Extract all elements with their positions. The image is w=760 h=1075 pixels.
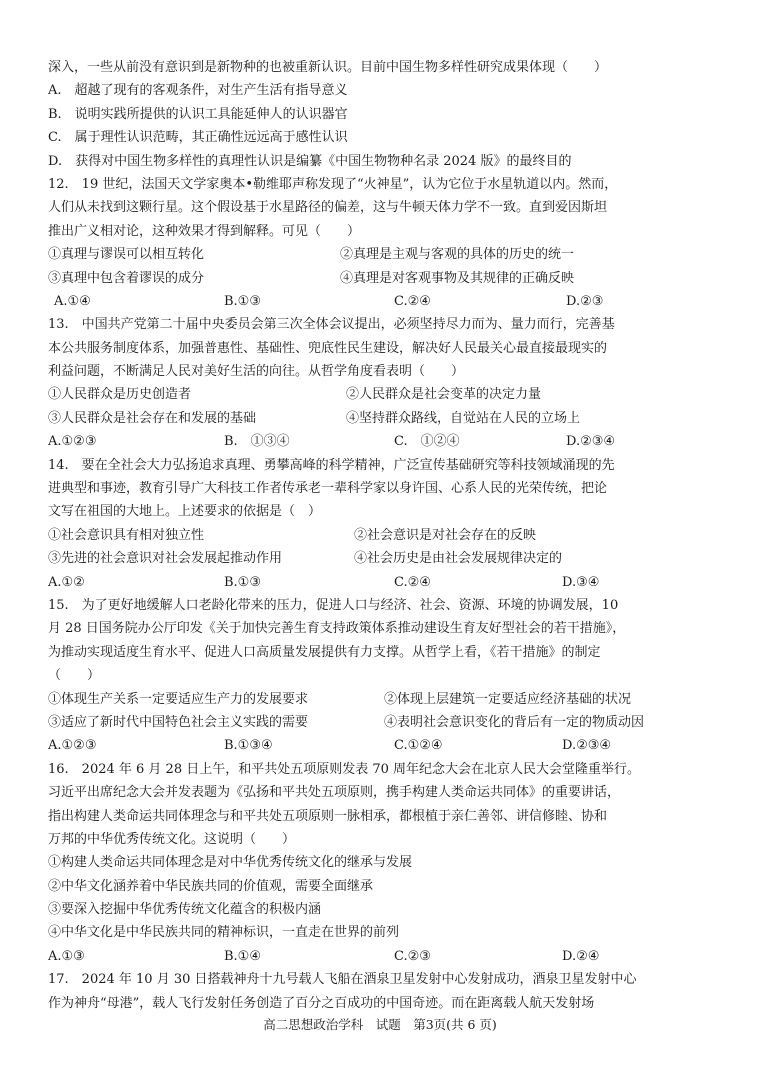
answer-choice: B.①③④: [224, 738, 273, 754]
answer-choice: A.①②: [48, 574, 85, 590]
text-line: ③要深入挖掘中华优秀传统文化蕴含的积极内涵: [48, 902, 322, 918]
text-line: ④中华文化是中华民族共同的精神标识，一直走在世界的前列: [48, 925, 400, 941]
statement-option: ②体现上层建筑一定要适应经济基础的状况: [384, 691, 632, 707]
page-footer: 高二思想政治学科 试题 第3页(共 6 页): [263, 1017, 497, 1032]
answer-choice: D.②③④: [562, 738, 612, 754]
question-content: [48, 56, 716, 1015]
text-line: 文写在祖国的大地上。上述要求的依据是（ ）: [48, 504, 322, 520]
statement-pair: [48, 711, 716, 734]
text-line: 为推动实现适度生育水平、促进人口高质量发展提供有力支撑。从哲学上看，《若干措施》的制定: [48, 644, 601, 660]
statement-pair: [48, 524, 716, 547]
statement-option: ③真理中包含着谬误的成分: [48, 270, 205, 286]
answer-options: [48, 734, 716, 757]
statement-pair: [48, 407, 716, 430]
statement-option: ①体现生产关系一定要适应生产力的发展要求: [48, 691, 309, 707]
statement-option: ①社会意识具有相对独立性: [48, 527, 205, 543]
answer-choice: B.①③: [224, 574, 261, 590]
text-line: ②中华文化涵养着中华民族共同的价值观，需要全面继承: [48, 878, 374, 894]
answer-choice: C. ①②④: [394, 434, 460, 450]
statement-option: ③人民群众是社会存在和发展的基础: [48, 410, 257, 426]
text-line: 推出广义相对论，这种效果才得到解释。可见（ ）: [48, 223, 361, 239]
statement-pair: [48, 547, 716, 570]
text-line: 作为神舟“母港”，载人飞行发射任务创造了百分之百成功的中国奇迹。而在距离载人航天发射场: [48, 995, 595, 1011]
text-line: 利益问题，不断满足人民对美好生活的向往。从哲学角度看表明（ ）: [48, 364, 465, 380]
answer-choice: C.②④: [394, 574, 431, 590]
text-line: 万邦的中华优秀传统文化。这说明（ ）: [48, 831, 296, 847]
answer-choice: A.①④: [54, 293, 91, 309]
answer-choice: A.①②③: [48, 738, 97, 754]
text-line: ①构建人类命运共同体理念是对中华优秀传统文化的继承与发展: [48, 855, 413, 871]
answer-choice: A.①③: [48, 948, 85, 964]
answer-choice: B. ①③④: [224, 434, 290, 450]
text-line: B. 说明实践所提供的认识工具能延伸人的认识器官: [48, 106, 348, 122]
answer-choice: B.①④: [224, 948, 261, 964]
text-line: 16. 2024 年 6 月 28 日上午，和平共处五项原则发表 70 周年纪念大会在北京人民大会堂隆重举行。: [48, 761, 641, 777]
answer-options: [48, 571, 716, 594]
text-line: 13. 中国共产党第二十届中央委员会第三次全体会议提出，必须坚持尽力而为、量力而行，完善基: [48, 317, 615, 333]
statement-option: ①人民群众是历史创造者: [48, 387, 192, 403]
text-line: 深入，一些从前没有意识到是新物种的也被重新认识。目前中国生物多样性研究成果体现（ ）: [48, 60, 608, 75]
statement-option: ④表明社会意识变化的背后有一定的物质动因: [384, 714, 645, 730]
text-line: 12. 19 世纪，法国天文学家奥本•勒维耶声称发现了“火神星”，认为它位于水星轨道以内。然而，: [48, 176, 618, 192]
answer-options: [48, 430, 716, 453]
answer-choice: D.②④: [562, 948, 600, 964]
text-line: 17. 2024 年 10 月 30 日搭载神舟十九号载人飞船在酒泉卫星发射中心发射成功，酒泉卫星发射中心: [48, 972, 637, 988]
answer-choice: C.②③: [394, 948, 431, 964]
statement-option: ②真理是主观与客观的具体的历史的统一: [340, 247, 575, 263]
statement-option: ①真理与谬误可以相互转化: [48, 247, 205, 263]
statement-option: ②人民群众是社会变革的决定力量: [346, 387, 542, 403]
text-line: 15. 为了更好地缓解人口老龄化带来的压力，促进人口与经济、社会、资源、环境的协调发展，10: [48, 597, 619, 613]
statement-option: ④坚持群众路线，自觉站在人民的立场上: [346, 410, 581, 426]
answer-options: [48, 945, 716, 968]
text-line: 进典型和事迹，教育引导广大科技工作者传承老一辈科学家以身许国、心系人民的光荣传统，把论: [48, 481, 608, 497]
statement-pair: [48, 688, 716, 711]
text-line: D. 获得对中国生物多样性的真理性认识是编纂《中国生物物种名录 2024 版》的最终目的: [48, 153, 572, 169]
text-line: C. 属于理性认识范畴，其正确性远远高于感性认识: [48, 130, 348, 146]
text-line: A. 超越了现有的客观条件，对生产生活有指导意义: [48, 83, 348, 99]
text-line: 指出构建人类命运共同体理念与和平共处五项原则一脉相承，都根植于亲仁善邻、讲信修睦、协和: [48, 808, 608, 824]
answer-choice: D.②③: [566, 293, 604, 309]
answer-choice: A.①②③: [48, 434, 97, 450]
statement-option: ④真理是对客观事物及其规律的正确反映: [340, 270, 575, 286]
statement-option: ②社会意识是对社会存在的反映: [354, 527, 537, 543]
text-line: 月 28 日国务院办公厅印发《关于加快完善生育支持政策体系推动建设生育友好型社会的若干措施》，: [48, 621, 626, 637]
text-line: （ ）: [48, 668, 101, 684]
answer-choice: C.①②④: [394, 738, 443, 754]
text-line: 本公共服务制度体系，加强普惠性、基础性、兜底性民生建设，解决好人民最关心最直接最现实的: [48, 340, 608, 356]
statement-option: ③适应了新时代中国特色社会主义实践的需要: [48, 714, 309, 730]
answer-choice: D.③④: [562, 574, 600, 590]
statement-pair: [48, 243, 716, 266]
answer-choice: C.②④: [394, 293, 431, 309]
statement-option: ④社会历史是由社会发展规律决定的: [354, 551, 563, 567]
statement-pair: [48, 383, 716, 406]
statement-option: ③先进的社会意识对社会发展起推动作用: [48, 551, 283, 567]
statement-pair: [48, 267, 716, 290]
text-line: 习近平出席纪念大会并发表题为《弘扬和平共处五项原则，携手构建人类命运共同体》的重要讲话，: [48, 785, 621, 801]
answer-options: [48, 290, 716, 313]
answer-choice: D.②③④: [566, 434, 616, 450]
text-line: 人们从未找到这颗行星。这个假设基于水星路径的偏差，这与牛顿天体力学不一致。直到爱因斯坦: [48, 200, 608, 216]
answer-choice: B.①③: [224, 293, 261, 309]
text-line: 14. 要在全社会大力弘扬追求真理、勇攀高峰的科学精神，广泛宣传基础研究等科技领域涌现的先: [48, 457, 615, 473]
